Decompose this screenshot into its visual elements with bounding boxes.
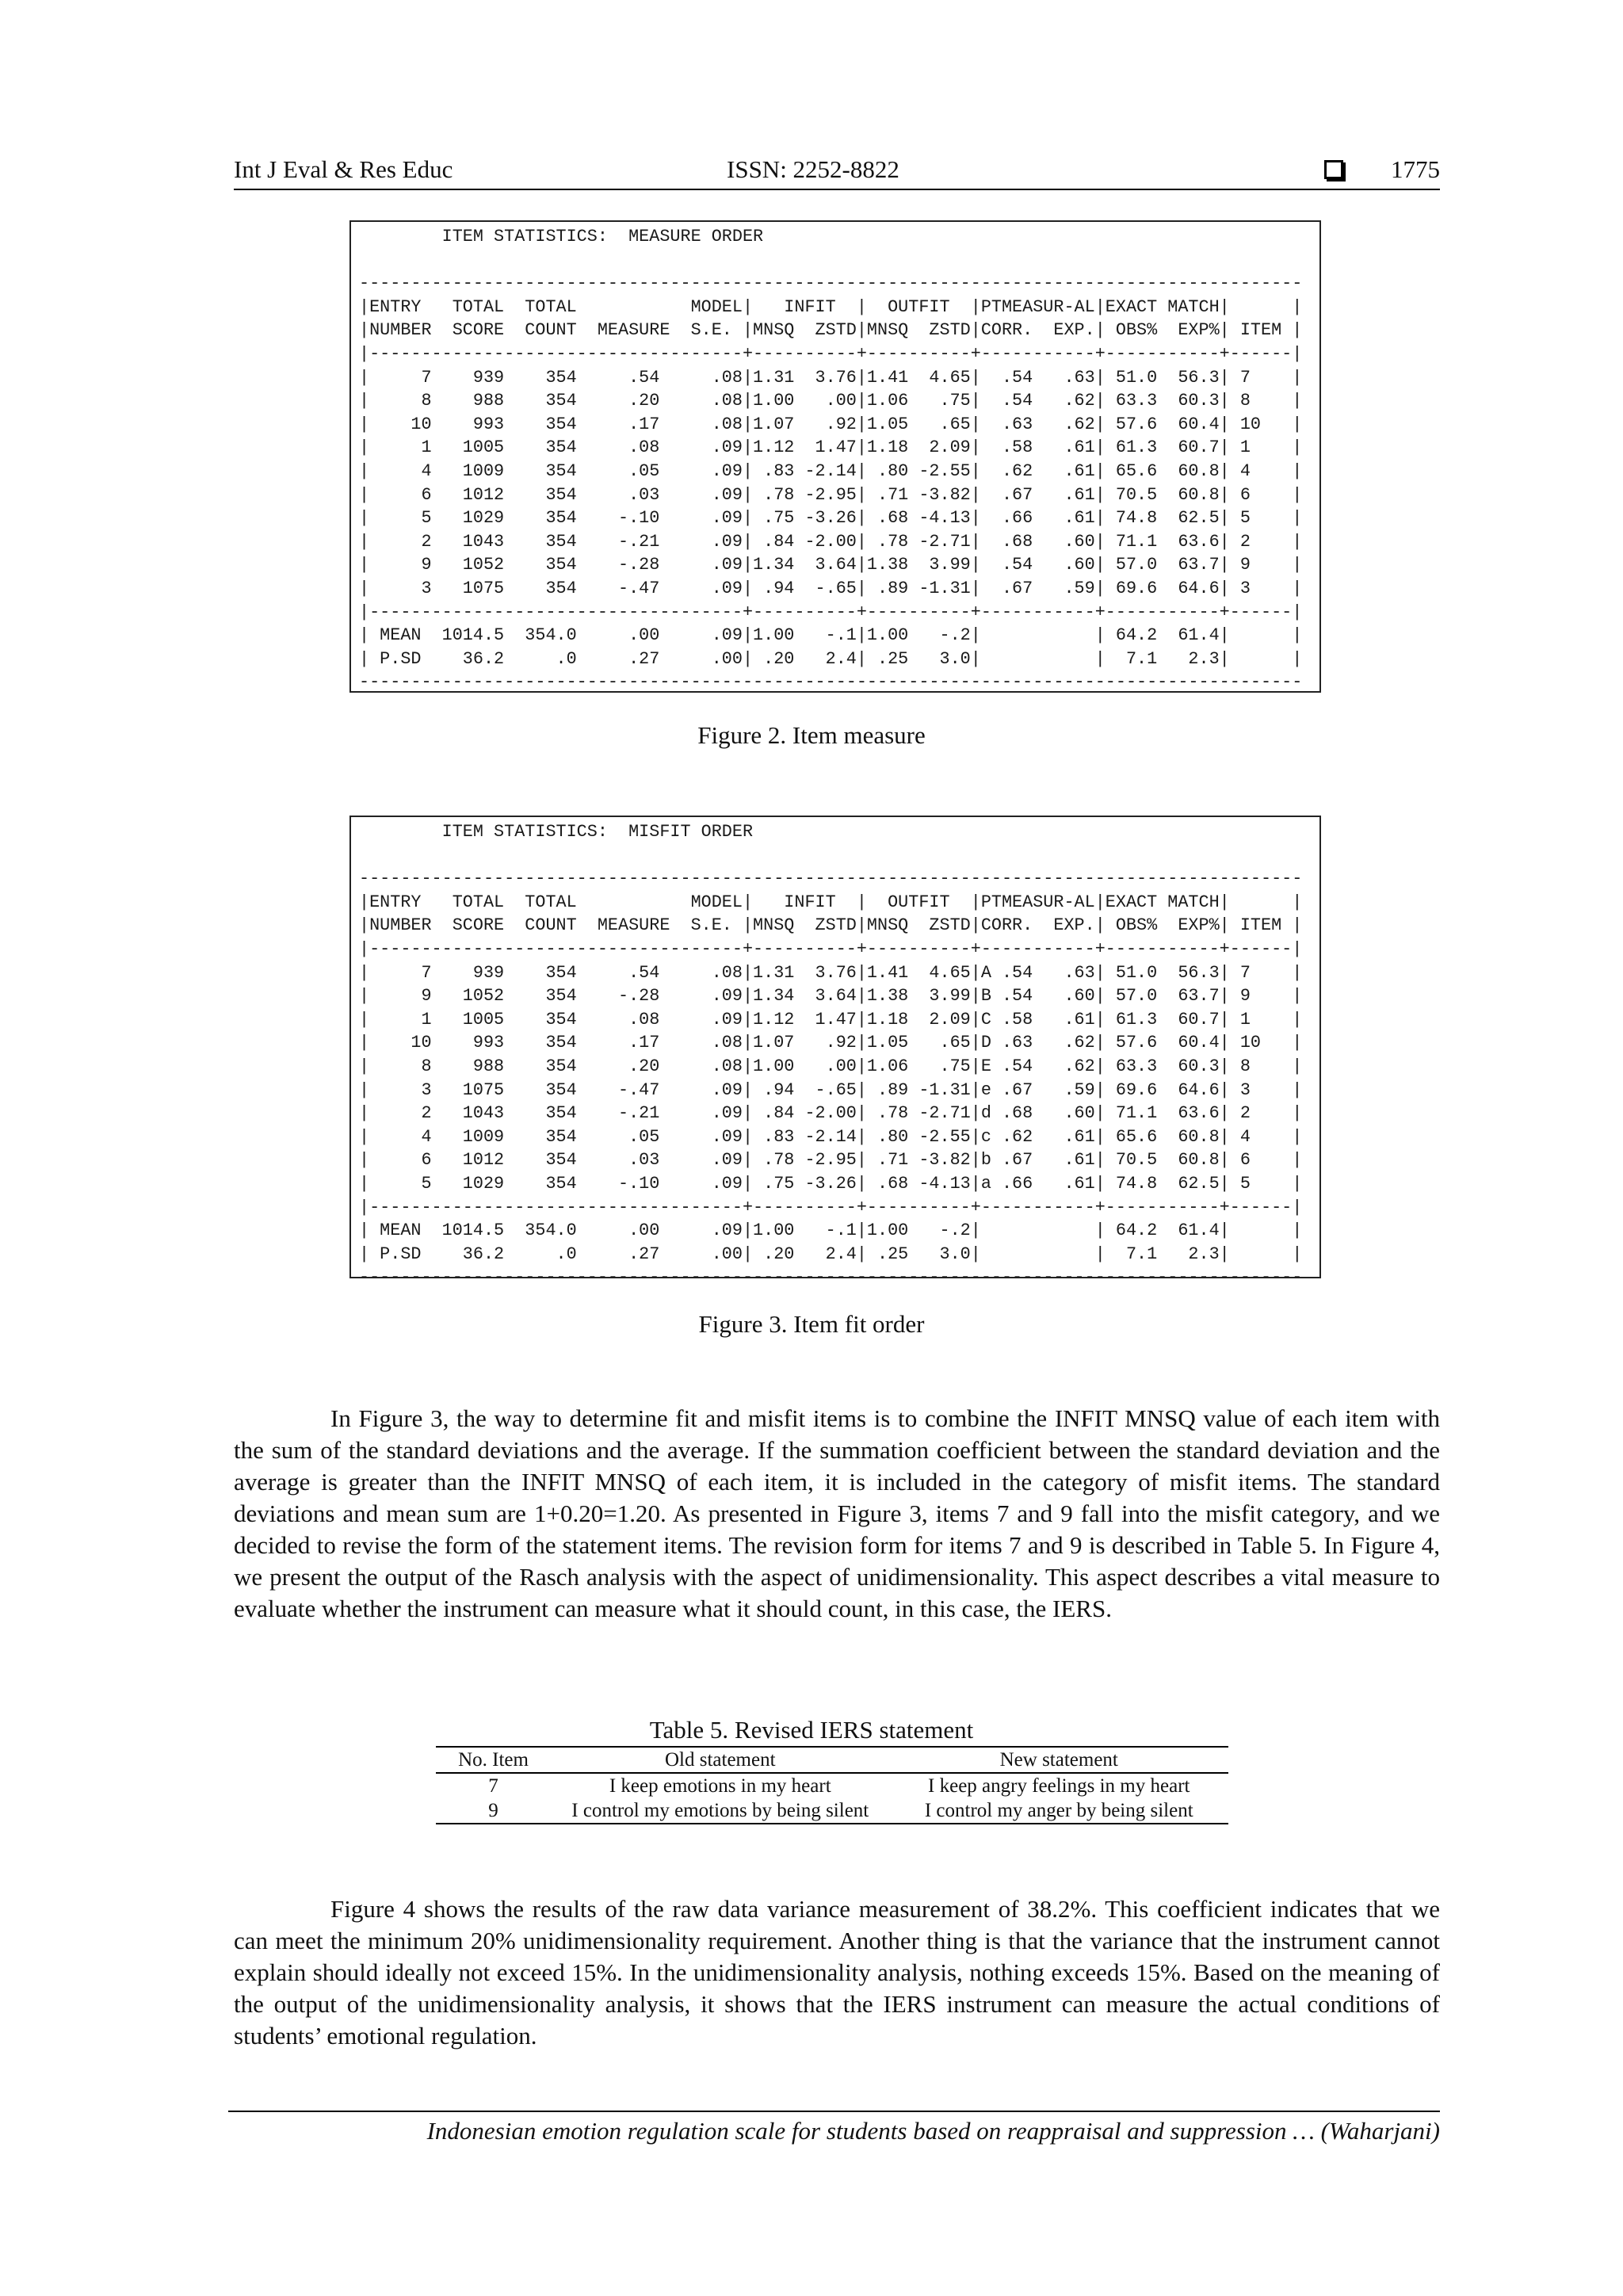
page-footer: Indonesian emotion regulation scale for students based on reappraisal and suppression … (Waharjani)	[228, 2111, 1440, 2145]
item-number: 9	[436, 1798, 551, 1824]
page-header	[234, 155, 1440, 190]
figure-3-caption: Figure 3. Item fit order	[698, 1310, 925, 1338]
new-statement: I control my anger by being silent	[890, 1798, 1229, 1824]
figure-3-output: ITEM STATISTICS: MISFIT ORDER ------------------------------------------------------------------------------------------- |ENTRY TOTAL TOTAL MODEL| INFIT | OUTFIT |PTMEASUR-AL|EXACT MATCH| | |NUMBER SCORE COUNT MEASURE S.E. |MNSQ ZSTD|MNSQ ZSTD|CORR. EXP.| OBS% EXP%| ITEM | |------------------------------------+----------+----------+-----------+-----------+------| | 7 939 354 .54 .08|1.31 3.76|1.41 4.65|A .54 .63| 51.0 56.3| 7 | | 9 1052 354 -.28 .09|1.34 3.64|1.38 3.99|B .54 .60| 57.0 63.7| 9 | | 1 1005 354 .08 .09|1.12 1.47|1.18 2.09|C .58 .61| 61.3 60.7| 1 | | 10 993 354 .17 .08|1.07 .92|1.05 .65|D .63 .62| 57.6 60.4| 10 | | 8 988 354 .20 .08|1.00 .00|1.06 .75|E .54 .62| 63.3 60.3| 8 | | 3 1075 354 -.47 .09| .94 -.65| .89 -1.31|e .67 .59| 69.6 64.6| 3 | | 2 1043 354 -.21 .09| .84 -2.00| .78 -2.71|d .68 .60| 71.1 63.6| 2 | | 4 1009 354 .05 .09| .83 -2.14| .80 -2.55|c .62 .61| 65.6 60.8| 4 | | 6 1012 354 .03 .09| .78 -2.95| .71 -3.82|b .67 .61| 70.5 60.8| 6 | | 5 1029 354 -.10 .09| .75 -3.26| .68 -4.13|a .66 .61| 74.8 62.5| 5 | |------------------------------------+----------+----------+-----------+-----------+------| | MEAN 1014.5 354.0 .00 .09|1.00 -.1|1.00 -.2| | 64.2 61.4| | | P.SD 36.2 .0 .27 .00| .20 2.4| .25 3.0| | 7.1 2.3| | -------------------------------------------------------------------------------------------	[359, 822, 1303, 1288]
old-statement: I keep emotions in my heart	[609, 1775, 831, 1797]
figure-2-item-statistics	[349, 220, 1321, 693]
issn: ISSN: 2252-8822	[727, 155, 899, 183]
figure-3-item-statistics	[349, 816, 1321, 1288]
paragraph-figure-4: Figure 4 shows the results of the raw data variance measurement of 38.2%. This coefficient indicates that we can meet the minimum 20% unidimensionality requirement. Another thing is that the variance that the instrument cannot explain should ideally not exceed 15%. In the unidimensionality analysis, nothing exceeds 15%. Based on the meaning of the output of the unidimensionality analysis, it shows that the IERS instrument can measure the actual conditions of students’ emotional regulation.	[234, 1895, 1440, 2050]
table-5	[436, 1746, 1228, 1824]
column-header-new-statement: New statement	[890, 1747, 1229, 1773]
table-5-caption: Table 5. Revised IERS statement	[649, 1716, 974, 1744]
figure-2-caption: Figure 2. Item measure	[697, 721, 926, 749]
old-statement: I control my emotions by being silent	[551, 1798, 889, 1824]
figure-2-output: ITEM STATISTICS: MEASURE ORDER ------------------------------------------------------------------------------------------- |ENTRY TOTAL TOTAL MODEL| INFIT | OUTFIT |PTMEASUR-AL|EXACT MATCH| | |NUMBER SCORE COUNT MEASURE S.E. |MNSQ ZSTD|MNSQ ZSTD|CORR. EXP.| OBS% EXP%| ITEM | |------------------------------------+----------+----------+-----------+-----------+------| | 7 939 354 .54 .08|1.31 3.76|1.41 4.65| .54 .63| 51.0 56.3| 7 | | 8 988 354 .20 .08|1.00 .00|1.06 .75| .54 .62| 63.3 60.3| 8 | | 10 993 354 .17 .08|1.07 .92|1.05 .65| .63 .62| 57.6 60.4| 10 | | 1 1005 354 .08 .09|1.12 1.47|1.18 2.09| .58 .61| 61.3 60.7| 1 | | 4 1009 354 .05 .09| .83 -2.14| .80 -2.55| .62 .61| 65.6 60.8| 4 | | 6 1012 354 .03 .09| .78 -2.95| .71 -3.82| .67 .61| 70.5 60.8| 6 | | 5 1029 354 -.10 .09| .75 -3.26| .68 -4.13| .66 .61| 74.8 62.5| 5 | | 2 1043 354 -.21 .09| .84 -2.00| .78 -2.71| .68 .60| 71.1 63.6| 2 | | 9 1052 354 -.28 .09|1.34 3.64|1.38 3.99| .54 .60| 57.0 63.7| 9 | | 3 1075 354 -.47 .09| .94 -.65| .89 -1.31| .67 .59| 69.6 64.6| 3 | |------------------------------------+----------+----------+-----------+-----------+------| | MEAN 1014.5 354.0 .00 .09|1.00 -.1|1.00 -.2| | 64.2 61.4| | | P.SD 36.2 .0 .27 .00| .20 2.4| .25 3.0| | 7.1 2.3| | -------------------------------------------------------------------------------------------	[359, 227, 1303, 693]
table-row	[436, 1798, 1228, 1824]
paragraph-figure-3: In Figure 3, the way to determine fit and misfit items is to combine the INFIT MNSQ value of each item with the sum of the standard deviations and the average. If the summation coefficient between the standard deviation and the average is greater than the INFIT MNSQ of each item, it is included in the category of misfit items. The standard deviations and mean sum are 1+0.20=1.20. As presented in Figure 3, items 7 and 9 fall into the misfit category, and we decided to revise the form of the statement items. The revision form for items 7 and 9 is described in Table 5. In Figure 4, we present the output of the Rasch analysis with the aspect of unidimensionality. This aspect describes a vital measure to evaluate whether the instrument can measure what it should count, in this case, the IERS.	[234, 1404, 1440, 1622]
table-header-row	[436, 1747, 1228, 1773]
square-icon	[1324, 160, 1343, 179]
journal-name: Int J Eval & Res Educ	[234, 155, 453, 183]
column-header-no-item: No. Item	[436, 1747, 551, 1773]
page-number: 1775	[1391, 155, 1440, 183]
item-number: 7	[488, 1775, 498, 1797]
table-row	[436, 1773, 1228, 1798]
column-header-old-statement: Old statement	[551, 1747, 889, 1773]
new-statement: I keep angry feelings in my heart	[928, 1775, 1190, 1797]
